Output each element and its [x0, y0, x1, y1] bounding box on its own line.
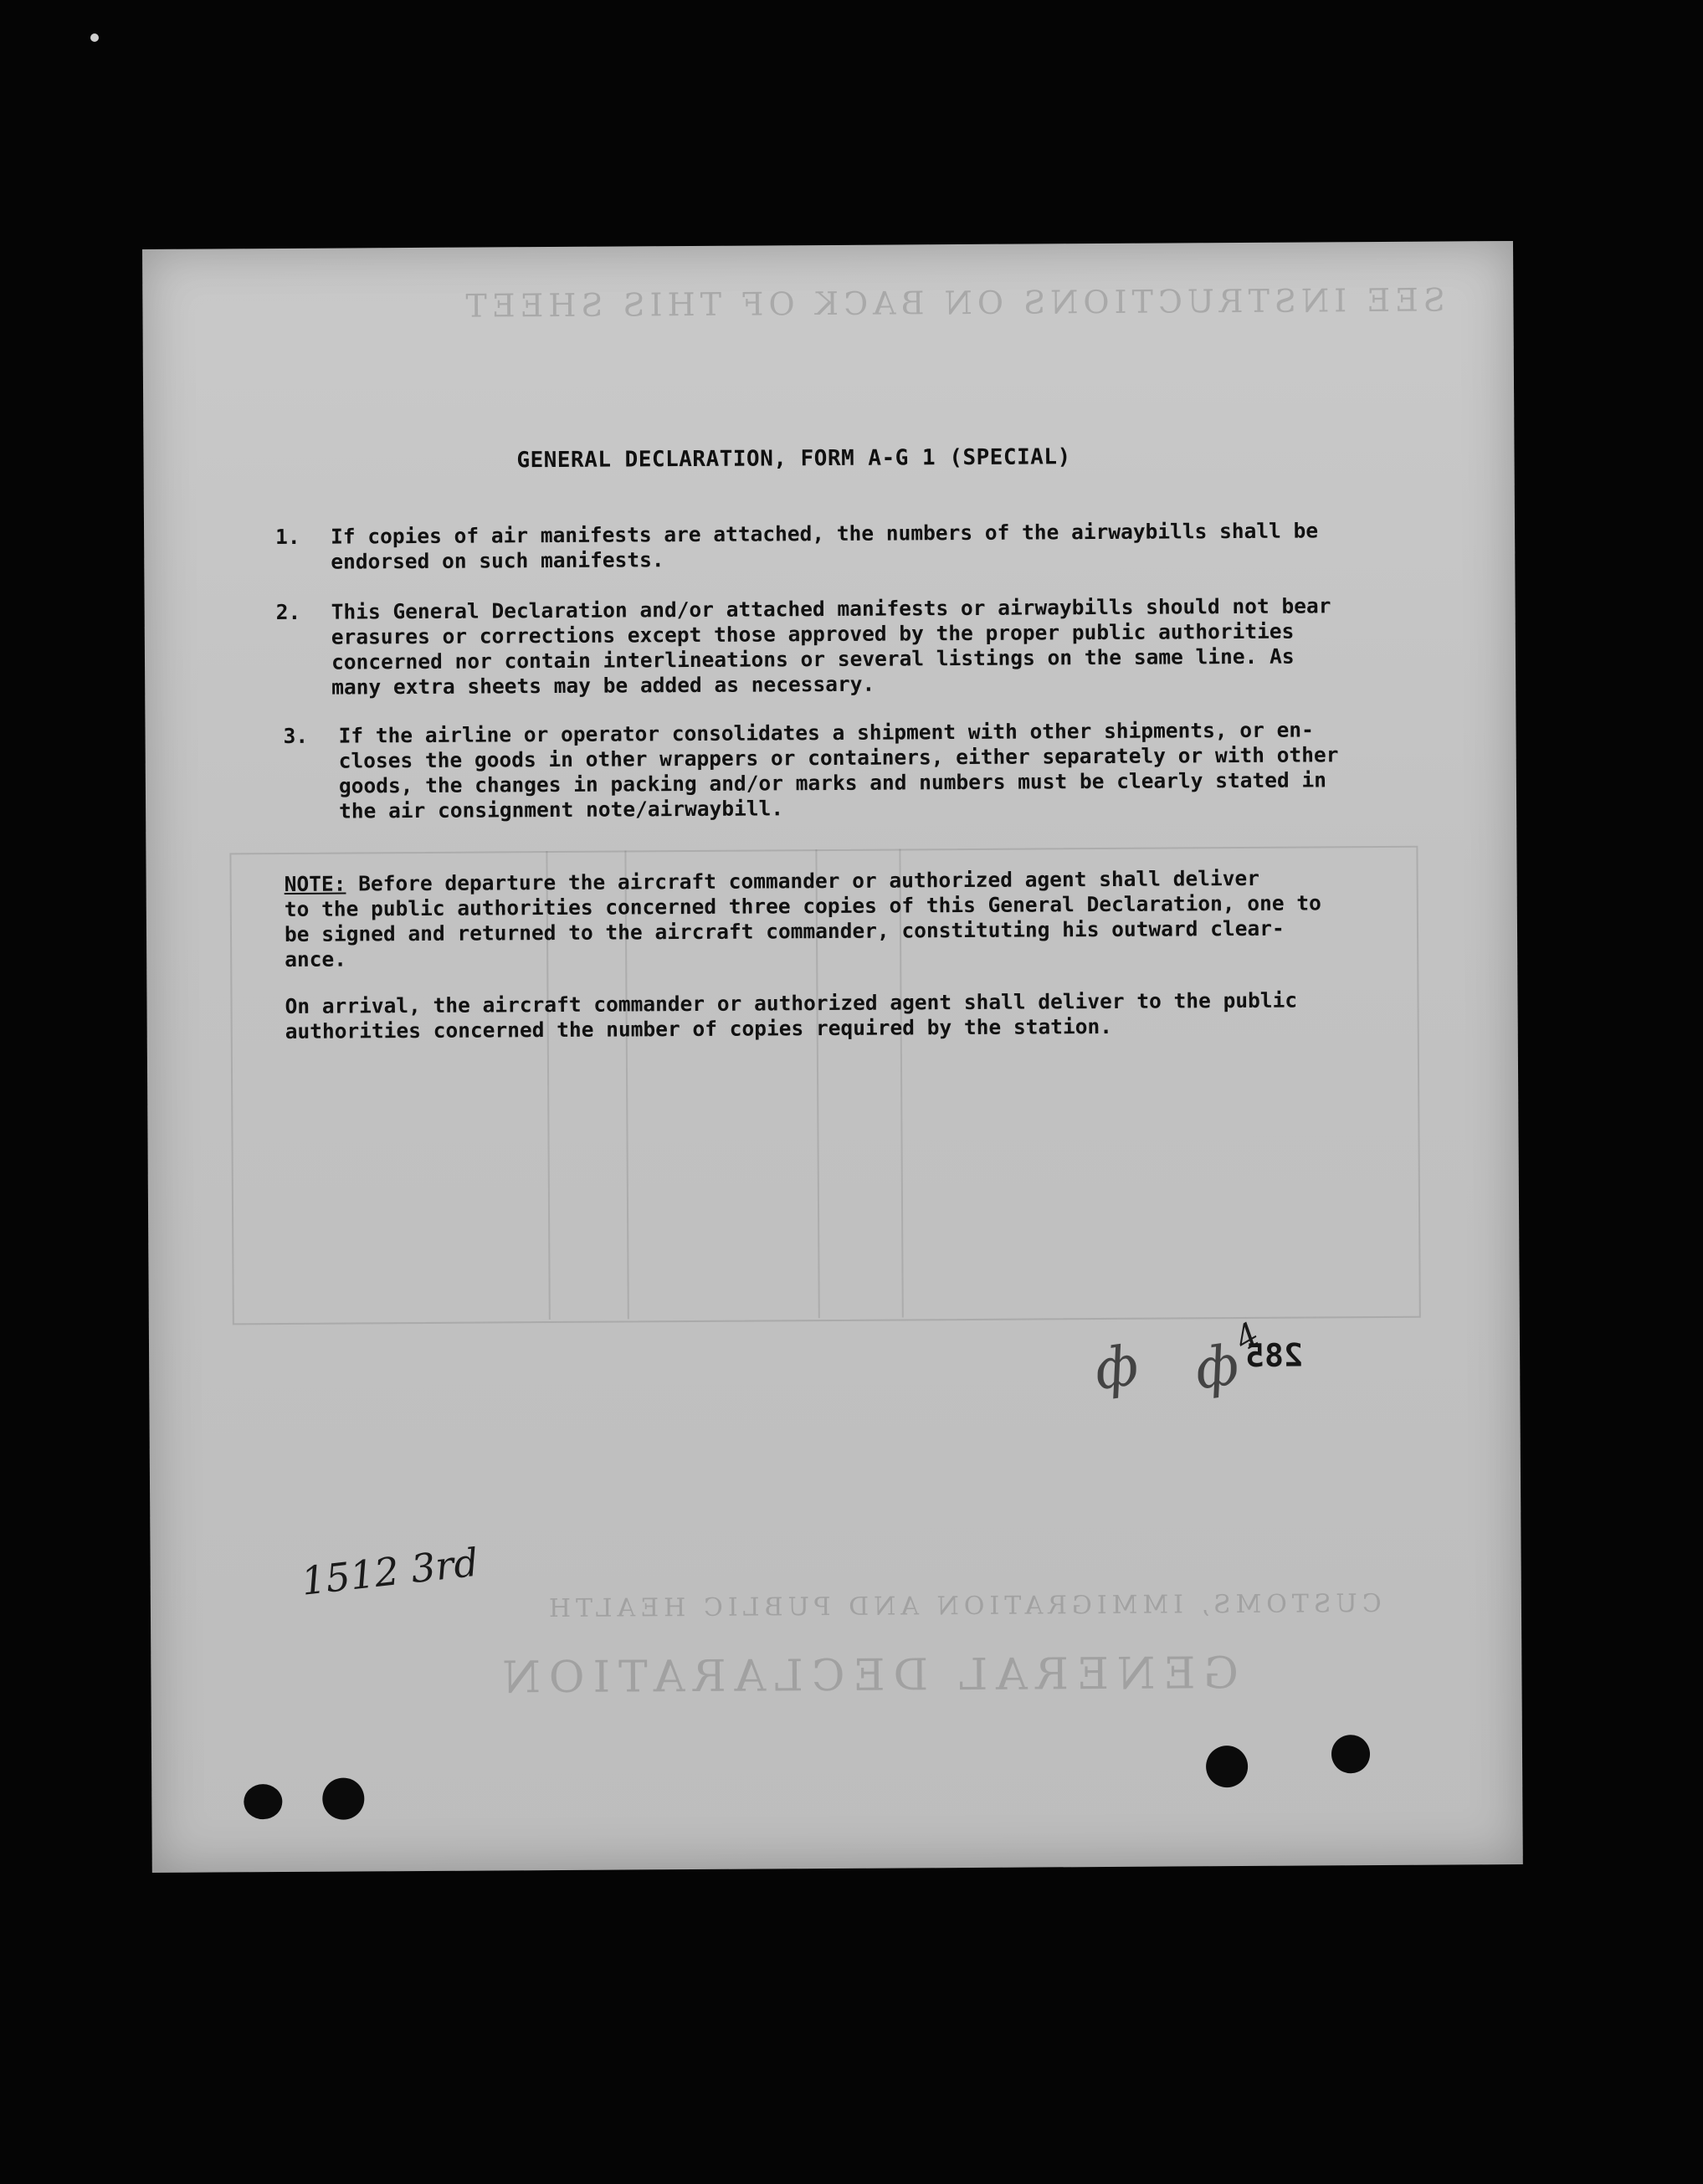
handwritten-mark: ф — [1090, 1332, 1143, 1403]
bleed-through-text-top: SEE INSTRUCTIONS ON BACK OF THIS SHEET — [460, 281, 1445, 325]
note-section — [285, 865, 1407, 1066]
film-edge-mark — [90, 33, 99, 42]
punch-hole — [1331, 1735, 1370, 1773]
item-text: If copies of air manifests are attached, the numbers of the airwaybills shall be endorsed on such manifests. — [331, 518, 1319, 574]
mirrored-stamp-number: 285 — [1244, 1336, 1303, 1374]
note-text-1: Before departure the aircraft commander or authorized agent shall deliver to the public authorities concerned three copies of this General Declaration, one to be signed and returned to the aircraft commander, constituting his outward clear- ance. — [284, 865, 1321, 972]
handwritten-mark: 4 — [1229, 1315, 1267, 1360]
punch-hole — [322, 1777, 364, 1819]
form-title: GENERAL DECLARATION, FORM A-G 1 (SPECIAL) — [516, 444, 1071, 474]
item-number: 2. — [275, 599, 301, 625]
punch-hole — [1206, 1746, 1248, 1787]
note-paragraph-2: On arrival, the aircraft commander or authorized agent shall deliver to the public authorities concerned the number of copies required by the station. — [285, 987, 1298, 1043]
item-number: 3. — [283, 723, 309, 748]
item-number: 1. — [275, 524, 300, 550]
punch-hole — [244, 1784, 282, 1819]
handwritten-page-note: 1512 3rd — [299, 1539, 481, 1604]
bleed-through-text-heading: GENERAL DECLARATION — [494, 1648, 1239, 1704]
note-label: NOTE: — [284, 871, 346, 896]
note-paragraph-1 — [285, 865, 1407, 972]
item-text: If the airline or operator consolidates a shipment with other shipments, or en- closes the goods in other wrappers or containers, either separately or with other goods, the changes in packing and/or marks and numbers must be clearly stated in the air consignment note/airwaybill. — [338, 717, 1339, 823]
handwritten-mark: ф — [1190, 1331, 1244, 1402]
bleed-through-text-lower: CUSTOMS, IMMIGRATION AND PUBLIC HEALTH — [543, 1588, 1382, 1624]
item-text: This General Declaration and/or attached manifests or airwaybills should not bear erasures or corrections except those approved by the proper public authorities concerned nor contain interlineations or several listings on the same line. As many extra sheets may be added as necessary. — [331, 593, 1331, 700]
document-page — [142, 241, 1523, 1873]
